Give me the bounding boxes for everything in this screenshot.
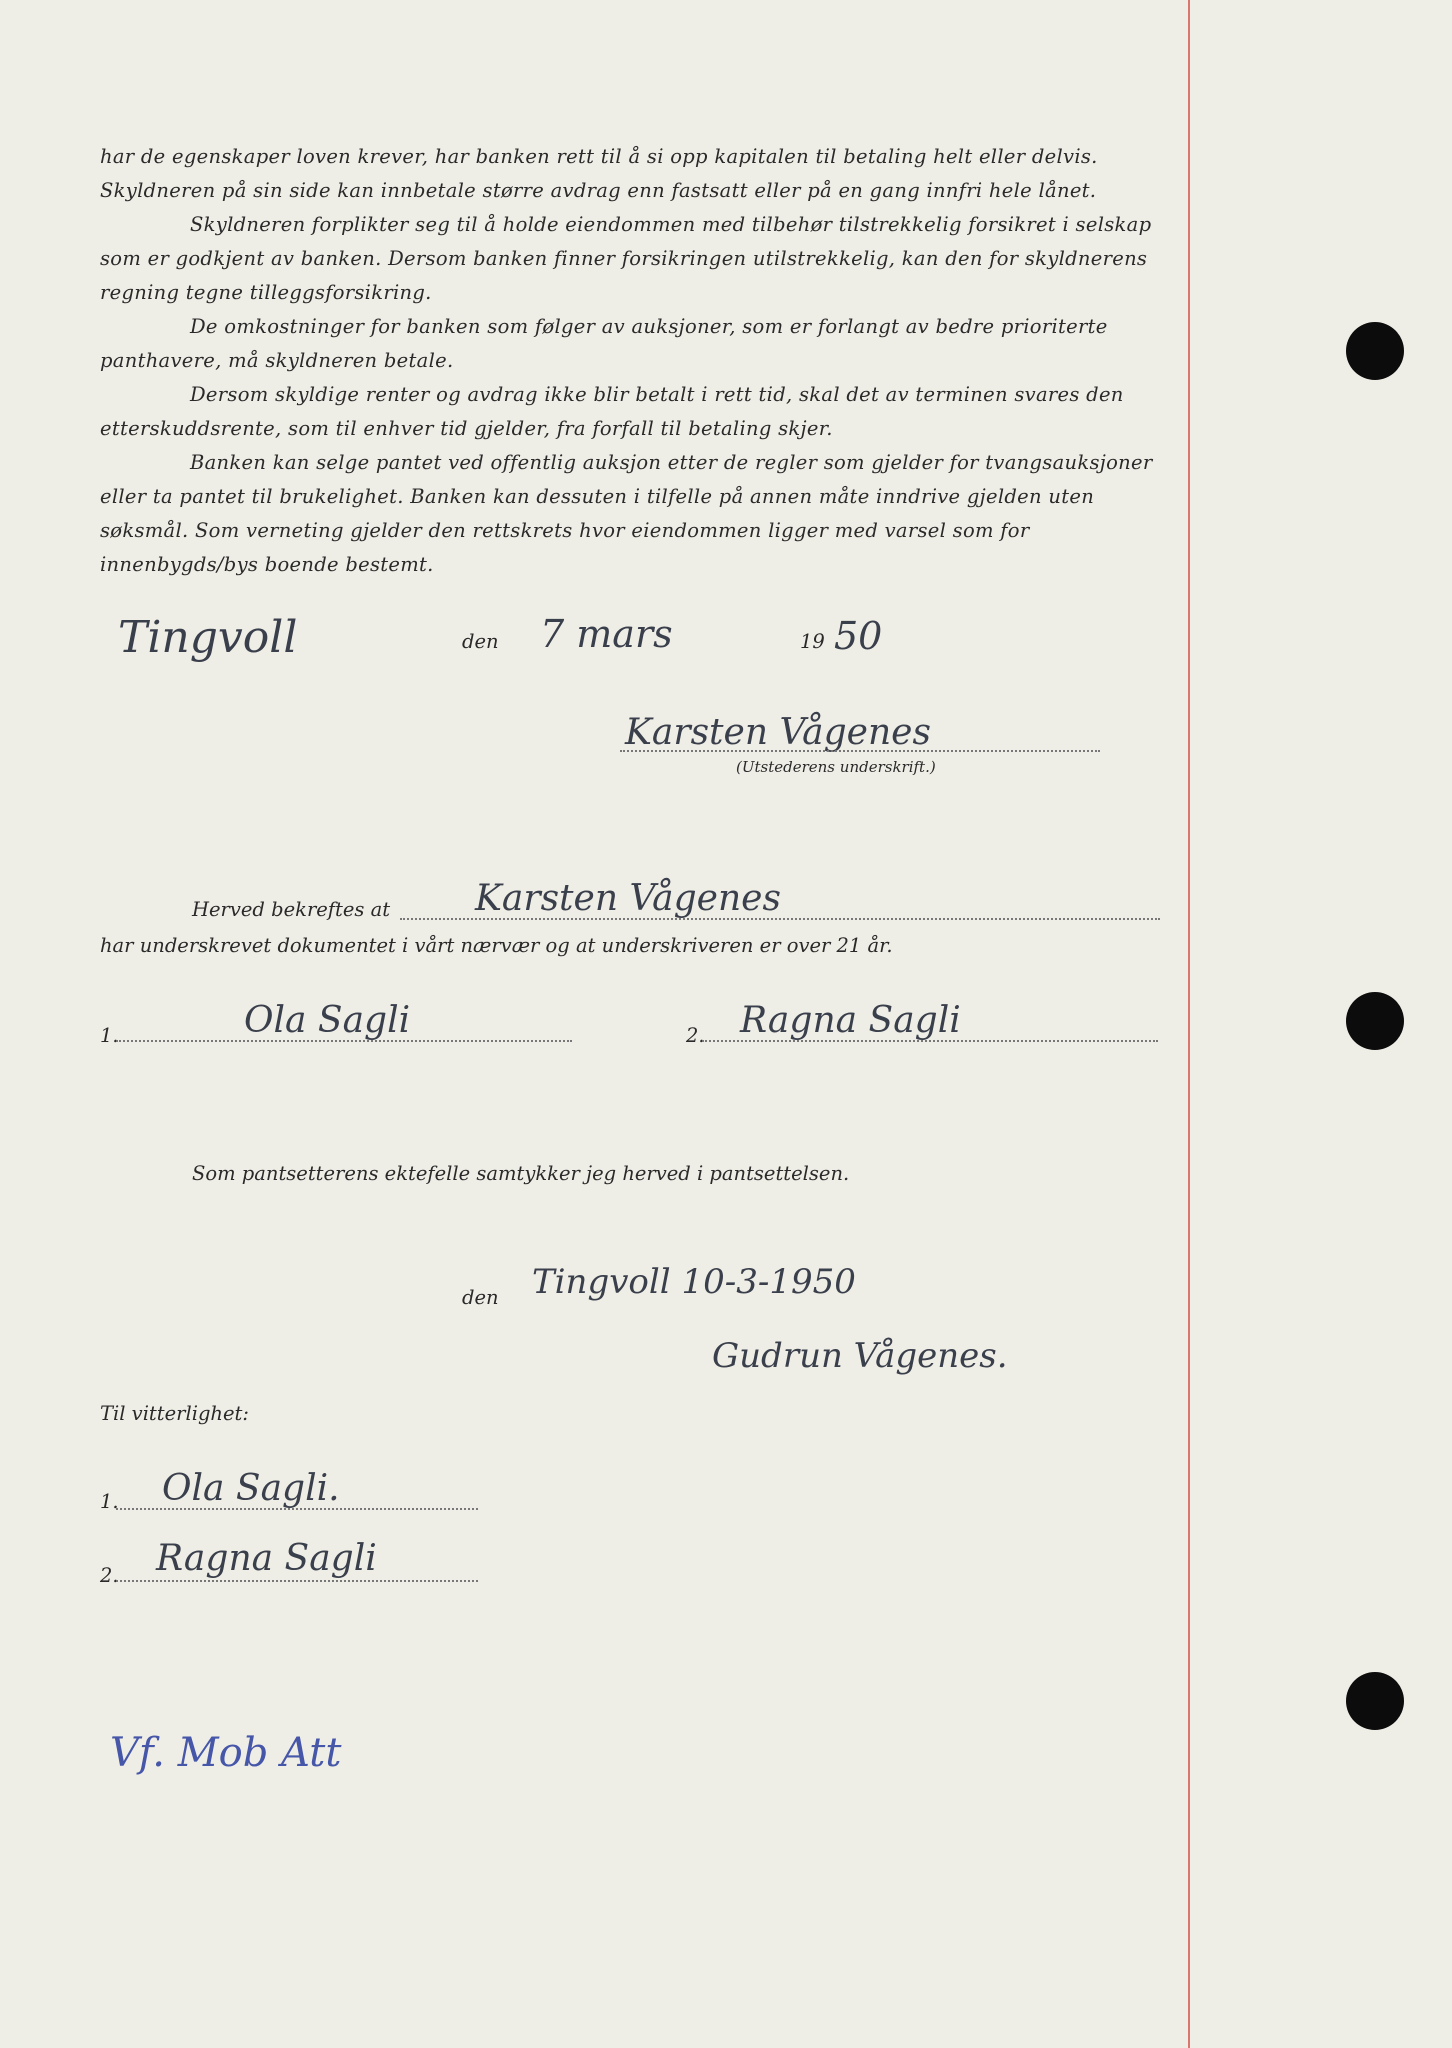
punch-hole-icon xyxy=(1346,1672,1404,1730)
witness-line xyxy=(116,1040,572,1042)
terms-paragraph: De omkostninger for banken som følger av auksjoner, som er forlangt av bedre prioriterte panthavere, må skyldneren betale. xyxy=(100,315,1108,372)
handwritten-year: 50 xyxy=(834,614,883,658)
witness-number: 1. xyxy=(100,1490,119,1513)
terms-paragraph: Banken kan selge pantet ved offentlig auksjon etter de regler som gjelder for tvangsauksjoner eller ta pantet til brukelighet. Banken kan dessuten i tilfelle på annen måte inndrive gjelden uten søksmål. Som verneting gjelder den rettskrets hvor eiendommen ligger med varsel som for innenbygds/bys boende bestemt. xyxy=(100,451,1153,576)
punch-hole-icon xyxy=(1346,992,1404,1050)
witness-number: 2. xyxy=(686,1024,705,1047)
witness-number: 2. xyxy=(100,1564,119,1587)
witness-line xyxy=(116,1508,478,1510)
witness-signature: Ola Sagli xyxy=(244,1000,411,1041)
confirmation-label: Herved bekreftes at xyxy=(192,898,391,921)
witness-signature: Ragna Sagli xyxy=(740,1000,961,1041)
loan-terms-text xyxy=(100,140,1160,582)
confirmed-signer-name: Karsten Vågenes xyxy=(475,878,781,919)
red-margin-line xyxy=(1188,0,1190,2048)
handwritten-place: Tingvoll xyxy=(118,612,298,663)
terms-paragraph: Dersom skyldige renter og avdrag ikke blir betalt i rett tid, skal det av terminen svares den etterskuddsrente, som til enhver tid gjelder, fra forfall til betaling skjer. xyxy=(100,383,1124,440)
spouse-date: Tingvoll 10-3-1950 xyxy=(532,1262,856,1302)
witness-line xyxy=(116,1580,478,1582)
signer-line xyxy=(400,918,1160,920)
confirmation-statement: har underskrevet dokumentet i vårt nærvær og at underskriveren er over 21 år. xyxy=(100,934,893,957)
punch-hole-icon xyxy=(1346,322,1404,380)
terms-paragraph: har de egenskaper loven krever, har banken rett til å si opp kapitalen til betaling helt eller delvis. Skyldneren på sin side kan innbetale større avdrag enn fastsatt eller på en gang innfri hele lånet. xyxy=(100,145,1098,202)
witness-line xyxy=(702,1040,1158,1042)
terms-paragraph: Skyldneren forplikter seg til å holde eiendommen med tilbehør tilstrekkelig forsikret i selskap som er godkjent av banken. Dersom banken finner forsikringen utilstrekkelig, kan den for skyldnerens regning tegne tilleggsforsikring. xyxy=(100,213,1152,304)
den-label: den xyxy=(462,630,499,653)
signature-line xyxy=(620,750,1100,752)
spouse-consent-text: Som pantsetterens ektefelle samtykker jeg herved i pantsettelsen. xyxy=(192,1162,850,1185)
vitterlighet-label: Til vitterlighet: xyxy=(100,1402,249,1425)
spouse-signature: Gudrun Vågenes. xyxy=(712,1336,1008,1376)
margin-note: Vf. Mob Att xyxy=(110,1730,342,1776)
issuer-signature-caption: (Utstederens underskrift.) xyxy=(736,758,936,776)
witness-number: 1. xyxy=(100,1024,119,1047)
issuer-signature: Karsten Vågenes xyxy=(625,712,931,753)
spouse-den-label: den xyxy=(462,1286,499,1309)
witness-signature: Ragna Sagli xyxy=(156,1538,377,1579)
handwritten-day-month: 7 mars xyxy=(540,612,673,656)
witness-signature: Ola Sagli. xyxy=(162,1468,340,1509)
year-prefix: 19 xyxy=(800,630,825,653)
